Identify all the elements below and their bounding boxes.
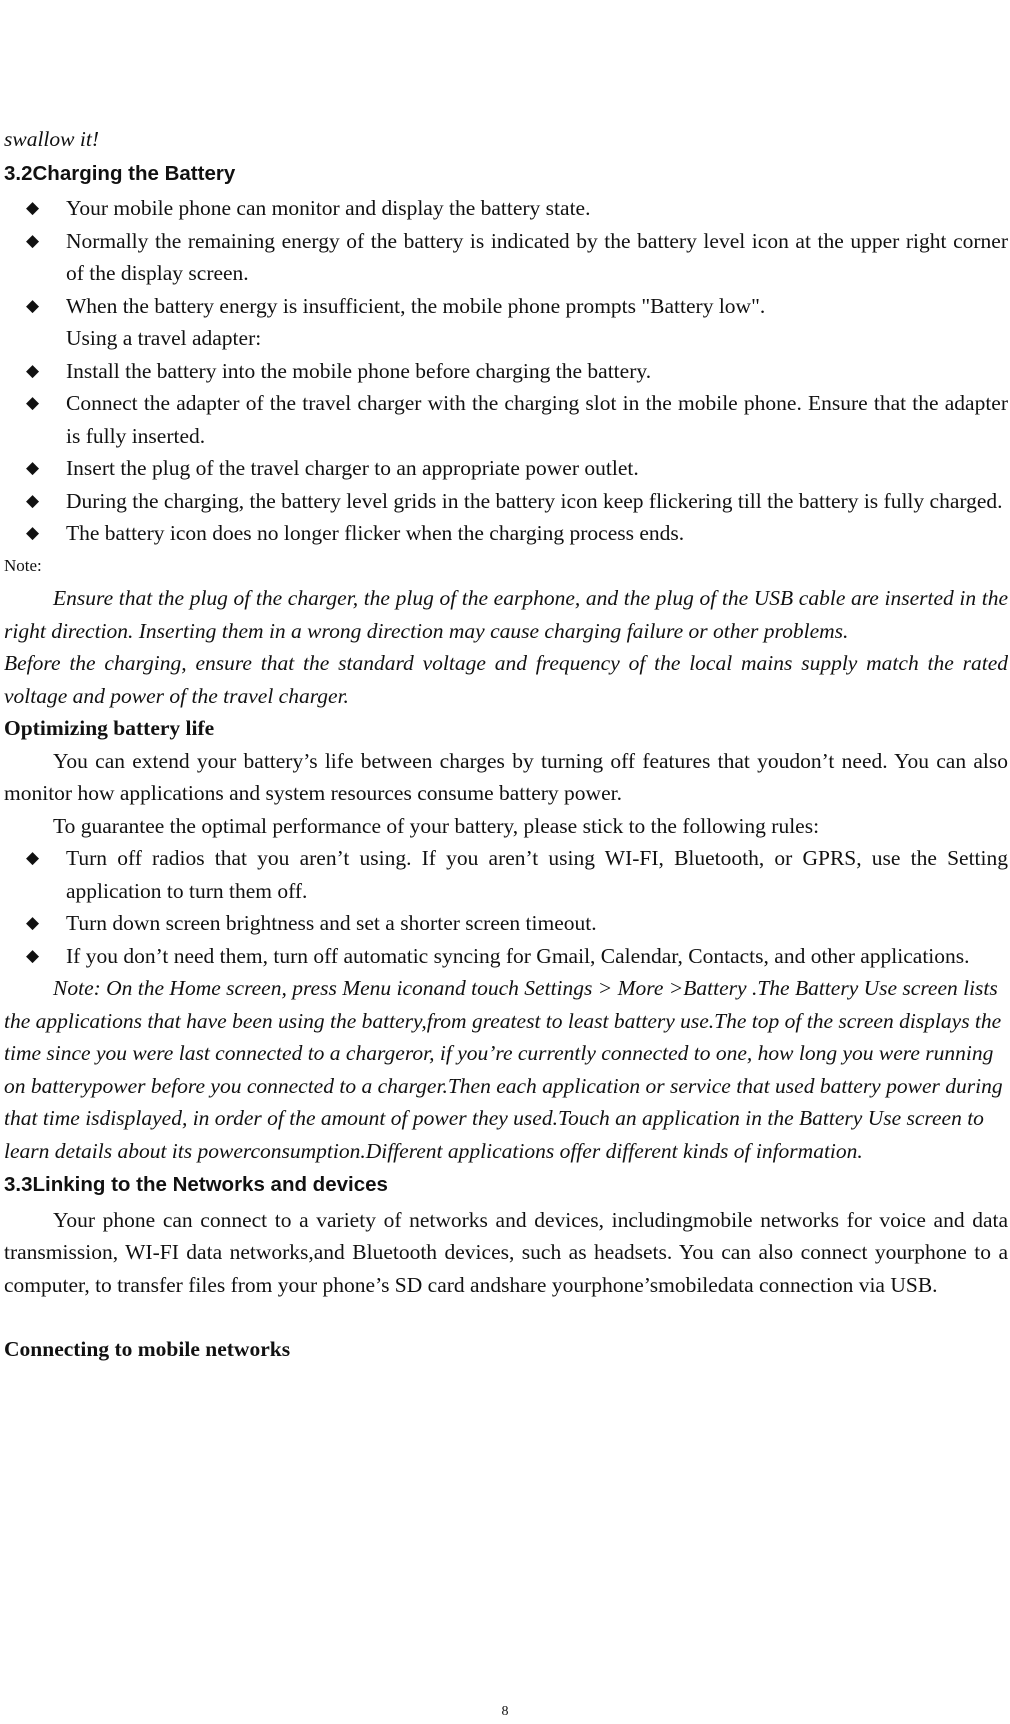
diamond-bullet-icon: ◆ (26, 458, 40, 478)
diamond-bullet-icon: ◆ (26, 393, 40, 413)
adapter-line: Using a travel adapter: (66, 326, 262, 350)
intro-text: swallow it! (4, 127, 99, 151)
section-heading-charging: 3.2Charging the Battery (4, 161, 236, 185)
optimizing-heading: Optimizing battery life (4, 716, 215, 740)
list-item: ◆ Your mobile phone can monitor and display the battery state. (4, 192, 1008, 225)
optimizing-bullet-list (4, 842, 1008, 972)
diamond-bullet-icon: ◆ (26, 198, 40, 218)
charging-bullet-list-b (4, 355, 1008, 550)
list-item: ◆ Connect the adapter of the travel charger with the charging slot in the mobile phone. Ensure that the adapter is fully inserted. (4, 387, 1008, 452)
list-item: ◆ The battery icon does no longer flicker when the charging process ends. (4, 517, 1008, 550)
note-label: Note: (4, 555, 42, 575)
list-item: ◆ During the charging, the battery level grids in the battery icon keep flickering till the battery is fully charged. (4, 485, 1008, 518)
list-item: ◆ Normally the remaining energy of the battery is indicated by the battery level icon at the upper right corner of the display screen. (4, 225, 1008, 290)
diamond-bullet-icon: ◆ (26, 490, 40, 511)
diamond-bullet-icon: ◆ (26, 360, 40, 381)
charging-bullet-list-a (4, 192, 1008, 322)
list-item: ◆ Turn down screen brightness and set a shorter screen timeout. (4, 907, 1008, 940)
networks-paragraph: Your phone can connect to a variety of networks and devices, includingmobile networks for voice and data transmission, WI-FI data networks,and Bluetooth devices, such as headsets. You can also connect yourphone to a computer, to transfer files from your phone’s SD card andshare yourphone’smobiledata connection via USB. (4, 1207, 1008, 1297)
diamond-bullet-icon: ◆ (26, 230, 40, 251)
list-item: ◆ Insert the plug of the travel charger to an appropriate power outlet. (4, 452, 1008, 485)
diamond-bullet-icon: ◆ (26, 295, 40, 316)
mobile-networks-heading: Connecting to mobile networks (4, 1337, 291, 1361)
diamond-bullet-icon: ◆ (26, 913, 40, 933)
list-item: ◆ Install the battery into the mobile phone before charging the battery. (4, 355, 1008, 388)
diamond-bullet-icon: ◆ (26, 523, 40, 543)
page-content (4, 123, 1008, 1366)
optimizing-paragraph: You can extend your battery’s life between charges by turning off features that youdon’t need. You can also monitor how applications and system resources consume battery power. (4, 748, 1008, 805)
list-item: ◆ When the battery energy is insufficient, the mobile phone prompts "Battery low". (4, 290, 1008, 323)
charging-note-paragraph: Ensure that the plug of the charger, the plug of the earphone, and the plug of the USB cable are inserted in the right direction. Inserting them in a wrong direction may cause charging failure or other problems. (4, 586, 1008, 643)
section-heading-networks: 3.3Linking to the Networks and devices (4, 1173, 388, 1196)
list-item: ◆ If you don’t need them, turn off automatic syncing for Gmail, Calendar, Contacts, and other applications. (4, 940, 1008, 973)
list-item: ◆ Turn off radios that you aren’t using. If you aren’t using WI-FI, Bluetooth, or GPRS, use the Setting application to turn them off. (4, 842, 1008, 907)
battery-use-note: Note: On the Home screen, press Menu iconand touch Settings > More >Battery .The Battery Use screen lists the applications that have been using the battery,from greatest to least battery use.The top of the screen displays the time since you were last connected to a chargeror, if you’re currently connected to one, how long you were running on batterypower before you connected to a charger.Then each application or service that used battery power during that time isdisplayed, in order of the amount of power they used.Touch an application in the Battery Use screen to learn details about its powerconsumption.Different applications offer different kinds of information. (4, 976, 1003, 1163)
diamond-bullet-icon: ◆ (26, 848, 40, 868)
page-number: 8 (501, 1704, 509, 1719)
diamond-bullet-icon: ◆ (26, 945, 40, 966)
voltage-note-paragraph: Before the charging, ensure that the standard voltage and frequency of the local mains supply match the rated voltage and power of the travel charger. (4, 651, 1008, 708)
optimizing-rules-intro: To guarantee the optimal performance of your battery, please stick to the following rules: (53, 813, 820, 838)
blank-line (4, 1301, 1008, 1333)
